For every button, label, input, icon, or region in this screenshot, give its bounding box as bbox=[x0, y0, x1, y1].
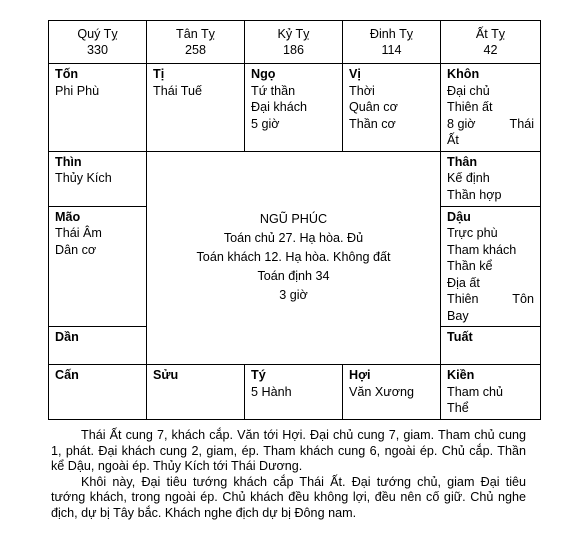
center-line: 3 giờ bbox=[279, 288, 308, 303]
cell-line: Thủy Kích bbox=[55, 171, 112, 185]
header-cell bbox=[343, 21, 441, 64]
header-number: 330 bbox=[86, 43, 108, 57]
center-line: Toán chủ 27. Hạ hòa. Đủ bbox=[223, 231, 364, 246]
cell-word: Tôn bbox=[512, 292, 534, 306]
header-cell bbox=[441, 21, 541, 64]
commentary-text bbox=[51, 428, 526, 521]
cell-line: Kế định bbox=[447, 171, 490, 185]
cell-line: 5 giờ bbox=[251, 116, 280, 131]
cell-title: Tuất bbox=[447, 330, 473, 344]
cell-line: Dân cơ bbox=[55, 242, 97, 257]
header-cell bbox=[245, 21, 343, 64]
cell-title: Dậu bbox=[447, 209, 471, 224]
cell-line: 5 Hành bbox=[251, 384, 292, 399]
paragraph: Khôi này, Đại tiêu tướng khách cắp Thái Ất. Đại tướng chủ, giam Đại tiêu tướng khách, trong ngoài ép. Chủ khách đều không lợi, đều nên cố giữ. Chủ nghe địch, dự bị Tây bắc. Khách nghe địch dự bị Đông nam. bbox=[51, 474, 526, 520]
cell-hoi bbox=[343, 365, 441, 420]
center-title: NGŨ PHÚC bbox=[259, 212, 328, 227]
cell-title: Tý bbox=[251, 368, 266, 382]
grid-row-5 bbox=[49, 365, 541, 420]
cell-mao bbox=[49, 206, 147, 327]
cell-title: Mão bbox=[55, 209, 81, 224]
header-number: 258 bbox=[184, 43, 206, 57]
cell-title: Khôn bbox=[447, 67, 480, 81]
cell-than bbox=[441, 151, 541, 206]
cell-ti bbox=[147, 64, 245, 152]
center-line: Toán khách 12. Hạ hòa. Không đất bbox=[196, 250, 391, 265]
cell-tuat bbox=[441, 327, 541, 365]
cell-line: Trực phù bbox=[447, 226, 498, 240]
cell-line: Tham chủ bbox=[447, 384, 503, 399]
cell-title: Vị bbox=[349, 67, 361, 81]
cell-line bbox=[447, 116, 534, 133]
cell-line: Thiên ất bbox=[447, 100, 493, 114]
header-row bbox=[49, 21, 541, 64]
cell-line: Văn Xương bbox=[349, 384, 415, 399]
header-name: Tân Tỵ bbox=[176, 26, 215, 41]
cell-line: Tham khách bbox=[447, 242, 517, 257]
paragraph: Thái Ất cung 7, khách cắp. Văn tới Hợi. Đại chủ cung 7, giam. Tham chủ cung 1, phát. Đại khách cung 2, giam, ép. Tham khách cung 6, ngoài ép. Chủ cắp. Thần kể Dậu, ngoài ép. Thủy Kích tới Thái Dương. bbox=[51, 428, 526, 473]
header-name: Quý Tỵ bbox=[77, 26, 118, 41]
header-name: Đinh Tỵ bbox=[369, 26, 414, 41]
center-panel bbox=[147, 151, 441, 365]
header-name: Ất Tỵ bbox=[475, 26, 506, 41]
header-name: Kỷ Tỵ bbox=[277, 26, 310, 41]
cell-ton bbox=[49, 64, 147, 152]
cell-suu bbox=[147, 365, 245, 420]
cell-line: Thần cơ bbox=[349, 116, 396, 131]
cell-line: Thái Âm bbox=[55, 226, 102, 240]
cell-title: Cấn bbox=[55, 368, 79, 382]
cell-line: Thái Tuế bbox=[153, 83, 203, 98]
cell-vi bbox=[343, 64, 441, 152]
cell-line: Thời bbox=[349, 83, 375, 98]
cell-line: Đại chủ bbox=[447, 83, 490, 98]
grid-row-2 bbox=[49, 151, 541, 206]
header-number: 42 bbox=[483, 43, 498, 57]
cell-title: Hợi bbox=[349, 368, 371, 382]
cell-dau bbox=[441, 206, 541, 327]
cell-title: Dần bbox=[55, 330, 79, 344]
cell-line: Thể bbox=[447, 401, 469, 415]
palace-grid bbox=[48, 20, 541, 420]
cell-dan bbox=[49, 327, 147, 365]
cell-can bbox=[49, 365, 147, 420]
cell-kien bbox=[441, 365, 541, 420]
center-line: Toán định 34 bbox=[257, 269, 330, 284]
cell-ngo bbox=[245, 64, 343, 152]
cell-word: Thái bbox=[509, 116, 534, 131]
cell-line: Ất bbox=[447, 133, 459, 147]
cell-ty bbox=[245, 365, 343, 420]
header-number: 186 bbox=[282, 43, 304, 57]
cell-title: Thìn bbox=[55, 154, 82, 169]
cell-title: Thân bbox=[447, 154, 478, 169]
cell-khon bbox=[441, 64, 541, 152]
cell-line: Thần kể bbox=[447, 259, 493, 273]
cell-line: Bay bbox=[447, 308, 469, 323]
cell-title: Sửu bbox=[153, 368, 179, 382]
header-number: 114 bbox=[381, 43, 402, 57]
cell-title: Tị bbox=[153, 67, 165, 81]
cell-line bbox=[447, 291, 534, 308]
cell-line: Thần hợp bbox=[447, 187, 502, 202]
cell-title: Kiền bbox=[447, 368, 475, 382]
header-cell bbox=[147, 21, 245, 64]
cell-line: Địa ất bbox=[447, 275, 480, 290]
cell-line: Quân cơ bbox=[349, 100, 398, 114]
cell-title: Tốn bbox=[55, 67, 79, 81]
grid-row-1 bbox=[49, 64, 541, 152]
cell-title: Ngọ bbox=[251, 67, 276, 81]
cell-line: Phi Phù bbox=[55, 83, 100, 98]
cell-word: Thiên bbox=[447, 292, 479, 306]
cell-thin bbox=[49, 151, 147, 206]
cell-word: 8 giờ bbox=[447, 116, 476, 131]
cell-line: Tứ thần bbox=[251, 83, 296, 98]
header-cell bbox=[49, 21, 147, 64]
cell-line: Đại khách bbox=[251, 100, 308, 114]
